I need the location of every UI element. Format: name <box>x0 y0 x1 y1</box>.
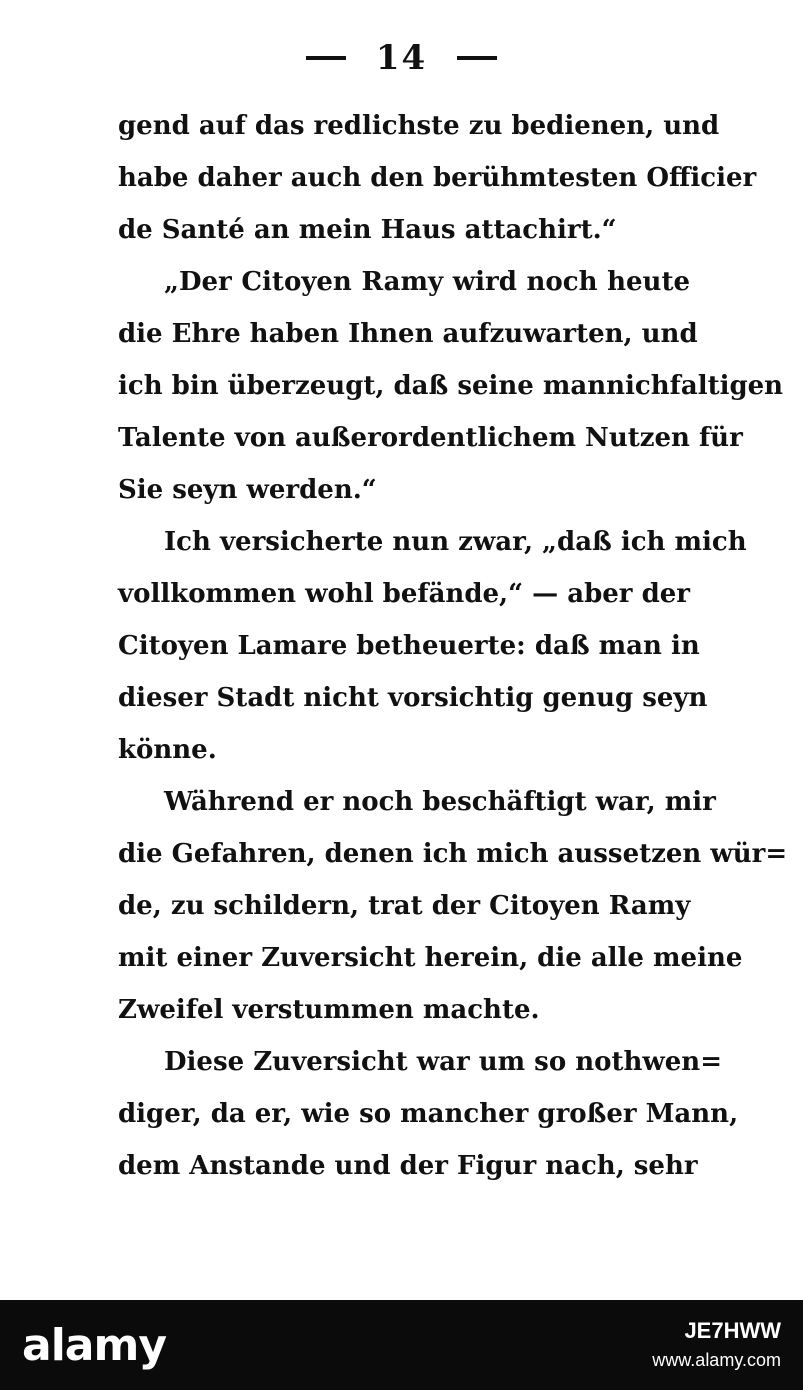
text-line: „Der Citoyen Ramy wird noch heute <box>164 267 690 297</box>
text-line: dem Anstande und der Figur nach, sehr <box>118 1151 698 1181</box>
text-line: die Ehre haben Ihnen aufzuwarten, und <box>118 319 698 349</box>
text-line: Diese Zuversicht war um so nothwen= <box>164 1047 722 1077</box>
header-dash-right <box>457 56 497 60</box>
text-line: Ich versicherte nun zwar, „daß ich mich <box>164 527 747 557</box>
text-line: diger, da er, wie so mancher großer Mann, <box>118 1099 739 1129</box>
body-text <box>118 100 788 1192</box>
text-line: dieser Stadt nicht vorsichtig genug seyn <box>118 683 708 713</box>
page-header <box>0 36 803 78</box>
text-line: ich bin überzeugt, daß seine mannichfaltigen <box>118 371 784 401</box>
text-line: de Santé an mein Haus attachirt.“ <box>118 215 617 245</box>
text-line: gend auf das redlichste zu bedienen, und <box>118 111 720 141</box>
text-line: die Gefahren, denen ich mich aussetzen wür= <box>118 839 788 869</box>
page-number: 14 <box>375 38 428 78</box>
text-line: de, zu schildern, trat der Citoyen Ramy <box>118 891 691 921</box>
text-line: Talente von außerordentlichem Nutzen für <box>118 423 743 453</box>
watermark-image-id: JE7HWW <box>684 1318 781 1343</box>
text-line: könne. <box>118 735 217 765</box>
watermark-url: www.alamy.com <box>652 1350 781 1370</box>
text-line: Zweifel verstummen machte. <box>118 995 540 1025</box>
watermark-bar <box>0 1300 803 1390</box>
watermark-logo: alamy <box>22 1320 166 1371</box>
text-line: Während er noch beschäftigt war, mir <box>164 787 716 817</box>
text-line: vollkommen wohl befände,“ — aber der <box>118 579 690 609</box>
text-line: mit einer Zuversicht herein, die alle meine <box>118 943 743 973</box>
text-line: habe daher auch den berühmtesten Officier <box>118 163 757 193</box>
text-line: Sie seyn werden.“ <box>118 475 377 505</box>
text-line: Citoyen Lamare betheuerte: daß man in <box>118 631 700 661</box>
header-dash-left <box>306 56 346 60</box>
